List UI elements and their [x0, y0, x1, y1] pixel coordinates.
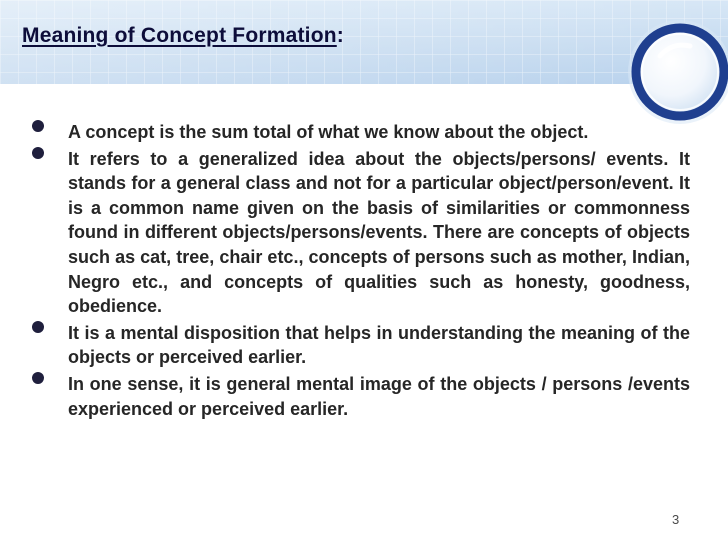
bullet-text: It refers to a generalized idea about the objects/persons/ events. It stands for a general class and not for a particular object/person/event. It is a common name given on the basis of similarities or commonness found in different objects/persons/events. There are concepts of objects such as cat, tree, chair etc., concepts of persons such as mother, Indian, Negro etc., and concepts of qualities such as honesty, goodness, obedience. — [68, 148, 690, 317]
slide-title — [22, 24, 344, 48]
bullet-text: It is a mental disposition that helps in understanding the meaning of the objects or perceived earlier. — [68, 322, 690, 368]
list-item — [32, 120, 690, 145]
bullet-dot-icon — [32, 372, 44, 384]
bullet-dot-icon — [32, 147, 44, 159]
magnifying-lens-icon — [620, 12, 728, 132]
bullet-list — [32, 120, 690, 421]
list-item — [32, 147, 690, 319]
bullet-text: A concept is the sum total of what we know about the object. — [68, 122, 589, 142]
bullet-dot-icon — [32, 321, 44, 333]
bullet-text: In one sense, it is general mental image of the objects / persons /events experienced or perceived earlier. — [68, 373, 690, 419]
bullet-dot-icon — [32, 120, 44, 132]
list-item — [32, 372, 690, 421]
slide-header — [0, 0, 728, 84]
slide-title-suffix: : — [336, 24, 344, 47]
list-item — [32, 321, 690, 370]
page-number: 3 — [672, 512, 680, 527]
slide-title-main: Meaning of Concept Formation — [22, 24, 337, 47]
